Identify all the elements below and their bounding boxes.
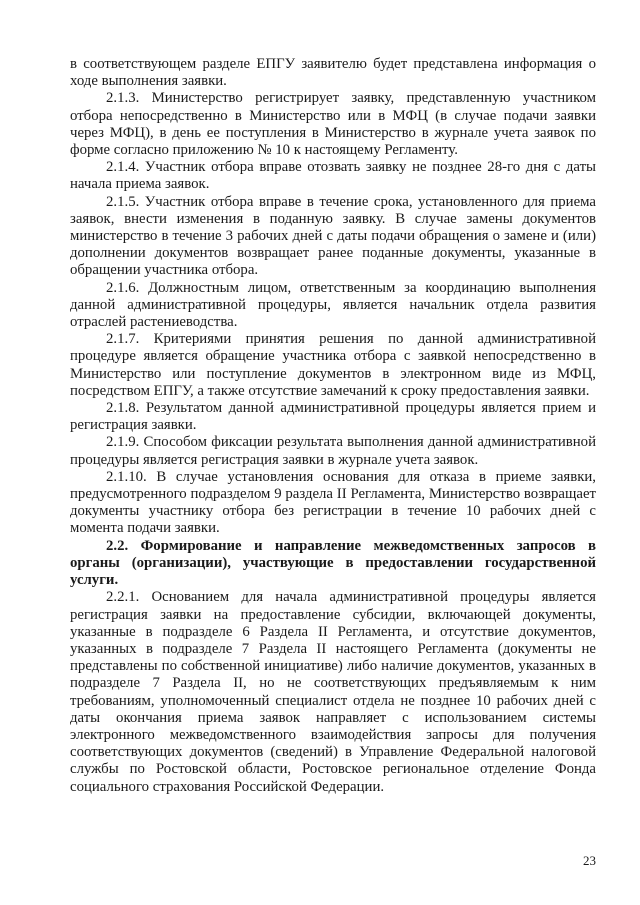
paragraph-2-1-4: 2.1.4. Участник отбора вправе отозвать заявку не позднее 28-го дня с даты начала приема заявок. bbox=[70, 159, 596, 193]
paragraph-2-1-9: 2.1.9. Способом фиксации результата выполнения данной административной процедуры является регистрация заявки в журнале учета заявок. bbox=[70, 434, 596, 468]
paragraph-2-2-1: 2.2.1. Основанием для начала административной процедуры является регистрация заявки на предоставление субсидии, включающей документы, указанные в подразделе 6 Раздела II Регламента, и отсутствие документов, указанных в подразделе 7 Раздела II настоящего Регламента (документы не представлены по собственной инициативе) либо наличие документов, указанных в подразделе 7 Раздела II, но не соответствующих предъявляемым к ним требованиям, уполномоченный специалист отдела не позднее 10 рабочих дней с даты окончания приема заявок направляет с использованием системы электронного межведомственного взаимодействия запросы для получения соответствующих документов (сведений) в Управление Федеральной налоговой службы по Ростовской области, Ростовское региональное отделение Фонда социального страхования Российской Федерации. bbox=[70, 589, 596, 795]
section-heading-2-2: 2.2. Формирование и направление межведомственных запросов в органы (организации), участвующие в предоставлении государственной услуги. bbox=[70, 537, 596, 589]
paragraph-2-1-3: 2.1.3. Министерство регистрирует заявку, представленную участником отбора непосредственно в Министерство или в МФЦ (в случае подачи заявки через МФЦ), в день ее поступления в Министерство в журнале учета заявок по форме согласно приложению № 10 к настоящему Регламенту. bbox=[70, 90, 596, 159]
continuation-paragraph: в соответствующем разделе ЕПГУ заявителю будет представлена информация о ходе выполнения заявки. bbox=[70, 56, 596, 90]
paragraph-2-1-10: 2.1.10. В случае установления основания для отказа в приеме заявки, предусмотренного подразделом 9 раздела II Регламента, Министерство возвращает документы участнику отбора без регистрации в течение 10 рабочих дней с момента подачи заявки. bbox=[70, 468, 596, 537]
page-number: 23 bbox=[583, 853, 596, 868]
paragraph-2-1-6: 2.1.6. Должностным лицом, ответственным за координацию выполнения данной административной процедуры, является начальник отдела развития отраслей растениеводства. bbox=[70, 279, 596, 331]
document-page bbox=[70, 56, 596, 796]
paragraph-2-1-7: 2.1.7. Критериями принятия решения по данной административной процедуре является обращение участника отбора с заявкой непосредственно в Министерство или поступление документов в электронном виде из МФЦ, посредством ЕПГУ, а также отсутствие замечаний к сроку предоставления заявки. bbox=[70, 331, 596, 399]
paragraph-2-1-8: 2.1.8. Результатом данной административной процедуры является прием и регистрация заявки. bbox=[70, 400, 596, 434]
paragraph-2-1-5: 2.1.5. Участник отбора вправе в течение срока, установленного для приема заявок, внести изменения в поданную заявку. В случае замены документов министерство в течение 3 рабочих дней с даты подачи обращения о замене и (или) дополнении документов возвращает ранее поданные документы, указанные в обращении участника отбора. bbox=[70, 193, 596, 279]
